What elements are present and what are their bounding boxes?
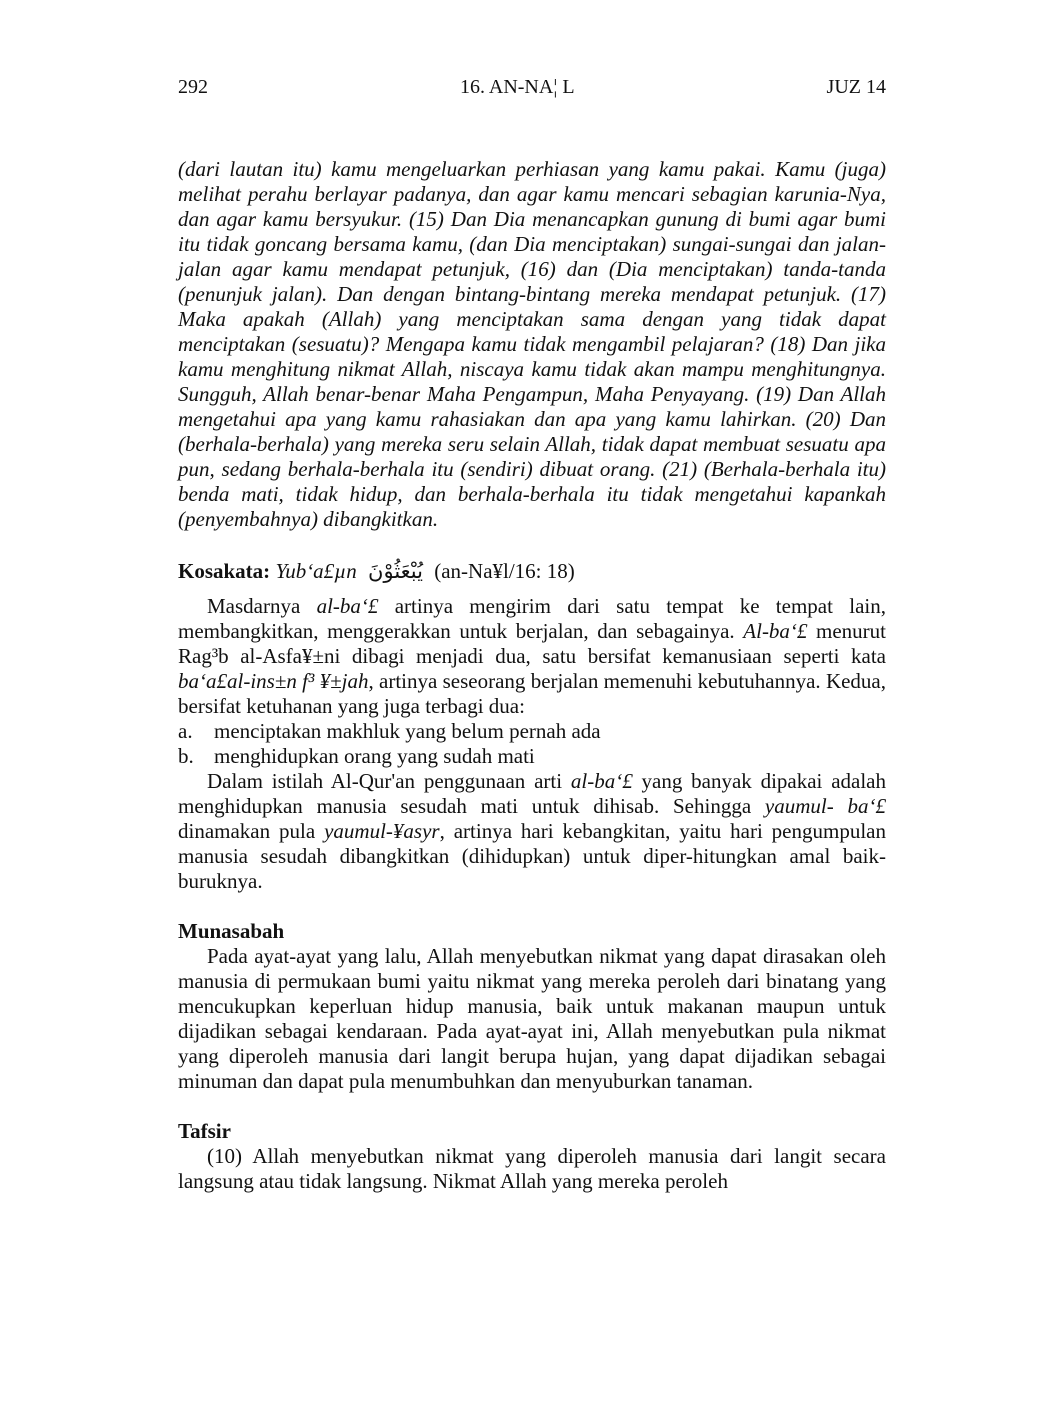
juz-label: JUZ 14 [826, 76, 886, 98]
text-run: Masdarnya [207, 594, 317, 618]
text-run: , artinya seseorang berjalan memenuhi kebutuhannya. Kedua, bersifat ketuhanan yang juga terbagi dua: [178, 669, 886, 718]
text-run: artinya mengirim dari satu tempat ke tempat lain, membangkitkan, menggerakkan untuk berjalan, dan sebagainya. [178, 594, 886, 643]
text-run: menurut Rag³b al-Asfa¥±ni dibagi menjadi dua, satu bersifat kemanusiaan seperti kata [178, 619, 887, 668]
kosakata-list [178, 719, 886, 769]
kosakata-term: Yub‘a£µn [275, 559, 357, 583]
kosakata-paragraph-1 [178, 594, 886, 719]
italic-term: al-ba‘£ [570, 769, 633, 793]
kosakata-line [178, 556, 886, 586]
text-run: dinamakan pula [178, 819, 325, 843]
italic-term: yaumul- ba‘£ [764, 794, 886, 818]
list-item [178, 744, 886, 769]
list-marker: b. [178, 744, 194, 768]
page [178, 74, 886, 1194]
italic-term: Al-ba‘£ [743, 619, 808, 643]
list-text: menciptakan makhluk yang belum pernah ada [214, 719, 601, 743]
munasabah-heading: Munasabah [178, 919, 285, 943]
kosakata-arabic: يُبْعَثُوْنَ [368, 559, 423, 583]
surah-title: 16. AN-NA¦ L [459, 76, 575, 98]
verse-translation: (dari lautan itu) kamu mengeluarkan perhiasan yang kamu pakai. Kamu (juga) melihat perahu berlayar padanya, dan agar kamu mencari sebagian karunia-Nya, dan agar kamu bersyukur. (15) Dan Dia menancapkan gunung di bumi agar bumi itu tidak goncang bersama kamu, (dan Dia menciptakan) sungai-sungai dan jalan-jalan agar kamu mendapat petunjuk, (16) dan (Dia menciptakan) tanda-tanda (penunjuk jalan). Dan dengan bintang-bintang mereka mendapat petunjuk. (17) Maka apakah (Allah) yang menciptakan sama dengan yang tidak dapat menciptakan (sesuatu)? Mengapa kamu tidak mengambil pelajaran? (18) Dan jika kamu menghitung nikmat Allah, niscaya kamu tidak akan mampu menghitungnya. Sungguh, Allah benar-benar Maha Pengampun, Maha Penyayang. (19) Dan Allah mengetahui apa yang kamu rahasiakan dan apa yang kamu lahirkan. (20) Dan (berhala-berhala) yang mereka seru selain Allah, tidak dapat membuat sesuatu apa pun, sedang berhala-berhala itu (sendiri) dibuat orang. (21) (Berhala-berhala itu) benda mati, tidak hidup, dan berhala-berhala itu tidak mengetahui kapankah (penyembahnya) dibangkitkan. [178, 157, 886, 531]
page-header [178, 74, 886, 100]
text-run: , artinya hari kebangkitan, yaitu hari pengumpulan manusia sesudah dibangkitkan (dihidupkan) untuk diper-hitungkan amal baik-buruknya. [178, 819, 886, 893]
italic-term: al-ba‘£ [316, 594, 379, 618]
munasabah-text: Pada ayat-ayat yang lalu, Allah menyebutkan nikmat yang dapat dirasakan oleh manusia di permukaan bumi yaitu nikmat yang mereka peroleh dari binatang yang mencukupkan keperluan hidup manusia, baik untuk makanan maupun untuk dijadikan sebagai kendaraan. Pada ayat-ayat ini, Allah menyebutkan pula nikmat yang diperoleh manusia dari langit berupa hujan, yang dapat dijadikan sebagai minuman dan dapat pula menumbuhkan dan menyuburkan tanaman. [178, 944, 886, 1093]
tafsir-text: (10) Allah menyebutkan nikmat yang diperoleh manusia dari langit secara langsung atau tidak langsung. Nikmat Allah yang mereka peroleh [178, 1144, 886, 1193]
kosakata-label: Kosakata: [178, 559, 271, 583]
tafsir-section [178, 1119, 886, 1194]
italic-term: ba‘a£al-ins±n f³ ¥±jah [178, 669, 369, 693]
text-run: Dalam istilah Al-Qur'an penggunaan arti [207, 769, 571, 793]
kosakata-ref: (an-Na¥l/16: 18) [434, 559, 575, 583]
kosakata-paragraph-2 [178, 769, 886, 894]
list-marker: a. [178, 719, 193, 743]
page-number: 292 [178, 76, 208, 98]
italic-term: yaumul-¥asyr [324, 819, 440, 843]
list-item [178, 719, 886, 744]
tafsir-heading: Tafsir [178, 1119, 231, 1143]
munasabah-section [178, 919, 886, 1094]
list-text: menghidupkan orang yang sudah mati [214, 744, 535, 768]
text-run: yang banyak dipakai adalah menghidupkan manusia sesudah mati untuk dihisab. Sehingga [178, 769, 886, 818]
